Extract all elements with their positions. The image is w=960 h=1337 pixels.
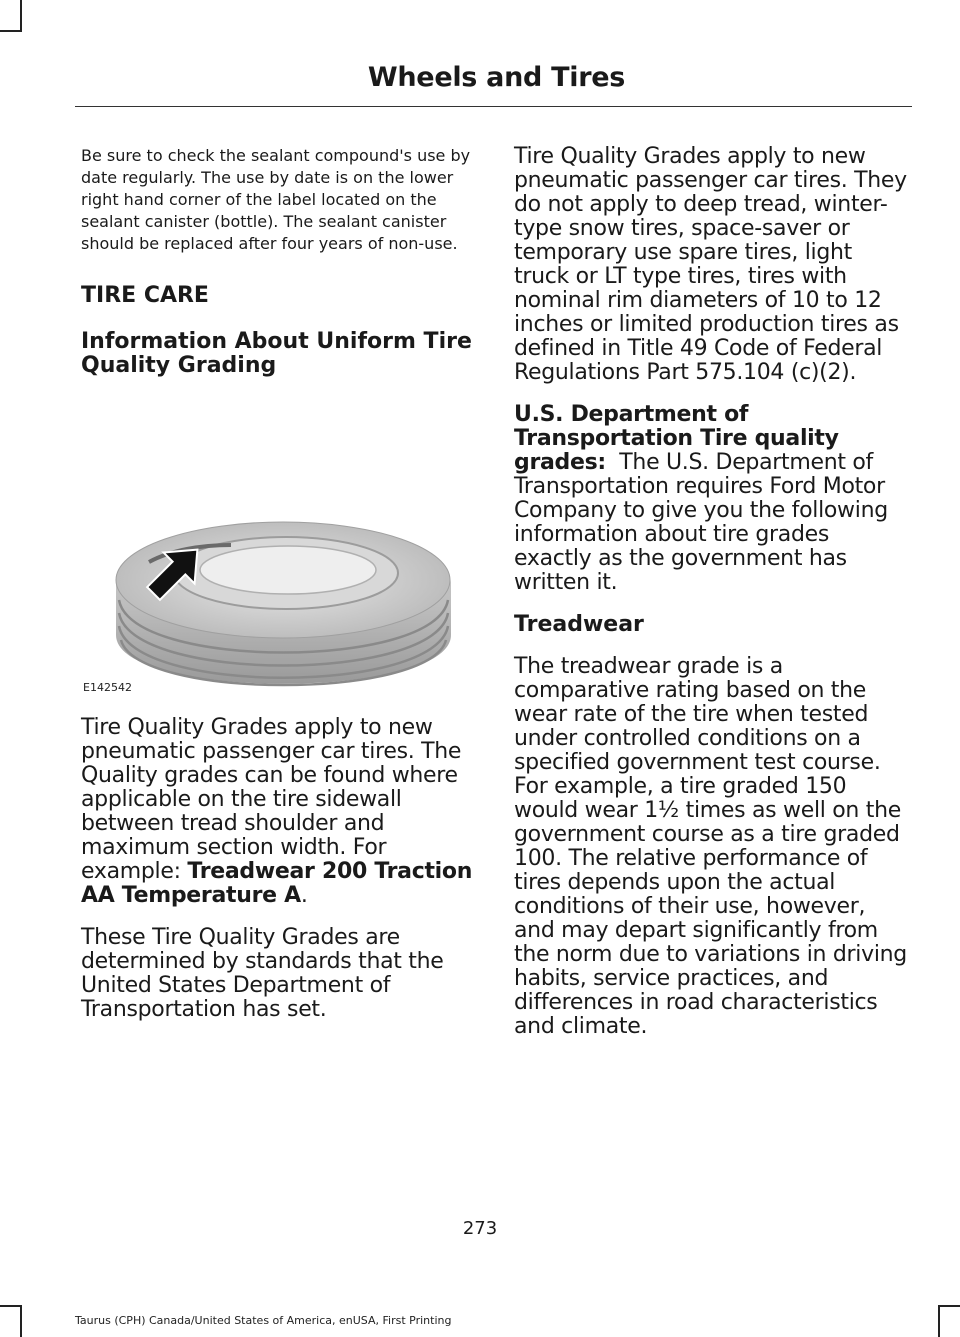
- crop-mark-bottom-right-h: [938, 1305, 960, 1307]
- crop-mark-bottom-left-h: [0, 1305, 22, 1307]
- footer-text: Taurus (CPH) Canada/United States of America, enUSA, First Printing: [75, 1314, 452, 1327]
- left-column: [81, 145, 477, 1040]
- dot-paragraph: [514, 403, 910, 595]
- tire-hole: [200, 546, 376, 594]
- quality-grades-period: .: [300, 883, 308, 908]
- quality-grades-example: Treadwear 200 Traction AA Temperature A: [81, 859, 473, 908]
- quality-grades-paragraph: [81, 716, 477, 908]
- crop-mark-bottom-left-v: [20, 1307, 22, 1337]
- dot-text: The U.S. Department of Transportation requires Ford Motor Company to give you the following information about tire grades exactly as the government has written it.: [514, 450, 888, 595]
- header-rule: [75, 106, 912, 107]
- right-column: [514, 145, 910, 1057]
- treadwear-paragraph: The treadwear grade is a comparative rating based on the wear rate of the tire when tested under controlled conditions on a specified government test course. For example, a tire graded 150 would wear 1½ times as well on the government course as a tire graded 100. The relative performance of tires depends upon the actual conditions of their use, however, and may depart significantly from the norm due to variations in driving habits, service practices, and differences in road characteristics and climate.: [514, 654, 907, 1039]
- dot-heading: U.S. Department of Transportation Tire quality grades:: [514, 402, 839, 475]
- applicability-paragraph: Tire Quality Grades apply to new pneumatic passenger car tires. They do not apply to deep tread, winter-type snow tires, space-saver or temporary use spare tires, light truck or LT type tires, tires with nominal rim diameters of 10 to 12 inches or limited production tires as defined in Title 49 Code of Federal Regulations Part 575.104 (c)(2).: [514, 144, 907, 385]
- quality-grades-text: Tire Quality Grades apply to new pneumatic passenger car tires. The Quality grades can be found where applicable on the tire sidewall between tread shoulder and maximum section width. For example:: [81, 715, 462, 884]
- crop-mark-bottom-right-v: [938, 1307, 940, 1337]
- page-header-title: Wheels and Tires: [367, 62, 625, 93]
- sealant-intro: Be sure to check the sealant compound's use by date regularly. The use by date is on the lower right hand corner of the label located on the sealant canister (bottle). The sealant canister should be replaced after four years of non-use.: [81, 146, 471, 253]
- page-number: 273: [462, 1218, 498, 1239]
- standards-paragraph: These Tire Quality Grades are determined by standards that the United States Department of Transportation has set.: [81, 925, 444, 1022]
- tire-figure: [81, 400, 477, 700]
- subheading: Information About Uniform Tire Quality Grading: [81, 329, 472, 378]
- section-heading: TIRE CARE: [81, 283, 209, 308]
- figure-id: E142542: [83, 681, 132, 694]
- crop-mark-top-left-h: [0, 30, 22, 32]
- tire-illustration: [81, 400, 477, 700]
- crop-mark-top-left-v: [20, 0, 22, 30]
- treadwear-heading: Treadwear: [514, 612, 644, 637]
